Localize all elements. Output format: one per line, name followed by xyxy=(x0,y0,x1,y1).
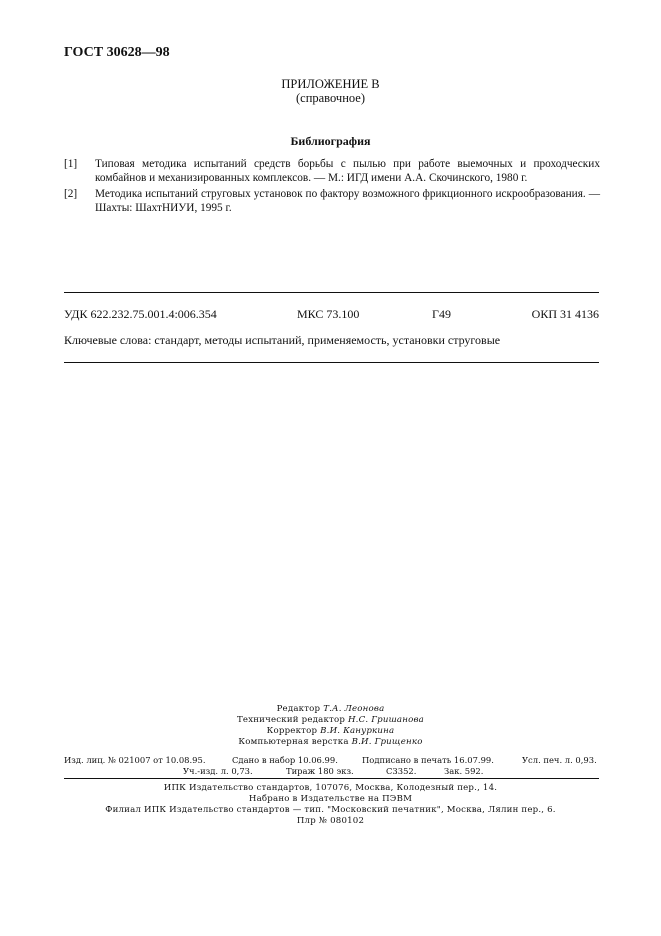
publication-circulation: Тираж 180 экз. xyxy=(286,766,354,776)
divider xyxy=(64,292,599,293)
bibliography-item-text: Типовая методика испытаний средств борьбы с пылью при работе выемочных и проходческих комбайнов и механизированных комплексов. — М.: ИГД имени А.А. Скочинского, 1980 г. xyxy=(95,158,600,184)
bibliography-item xyxy=(64,158,600,185)
bibliography-item-number: [1] xyxy=(64,158,78,170)
publisher-line: Плр № 080102 xyxy=(296,816,365,826)
divider xyxy=(64,778,599,779)
bibliography-item-number: [2] xyxy=(64,188,78,200)
appendix-heading xyxy=(0,77,661,105)
bibliography-title: Библиография xyxy=(290,134,371,148)
publisher-line: Набрано в Издательстве на ПЭВМ xyxy=(248,794,413,804)
credit-tech-editor: Технический редактор Н.С. Гришанова xyxy=(236,715,424,725)
credits-block xyxy=(0,704,661,748)
appendix-subtitle: (справочное) xyxy=(295,91,366,105)
udk-code: УДК 622.232.75.001.4:006.354 xyxy=(64,307,217,321)
publisher-line: Филиал ИПК Издательство стандартов — тип. "Московский печатник", Москва, Лялин пер., 6. xyxy=(105,805,556,815)
bibliography-item-text: Методика испытаний струговых установок по фактору возможного фрикционного искрообразования. — Шахты: ШахтНИУИ, 1995 г. xyxy=(95,188,600,214)
bibliography-item xyxy=(64,188,600,215)
mks-code: МКС 73.100 xyxy=(297,307,360,321)
publisher-line: ИПК Издательство стандартов, 107076, Москва, Колодезный пер., 14. xyxy=(163,783,498,793)
group-code: Г49 xyxy=(432,307,451,321)
appendix-title: ПРИЛОЖЕНИЕ В xyxy=(281,77,380,91)
publication-code: С3352. xyxy=(386,766,417,776)
publication-order: Зак. 592. xyxy=(444,766,484,776)
publication-print-sheets: Усл. печ. л. 0,93. xyxy=(522,755,597,765)
credit-editor: Редактор Т.А. Леонова xyxy=(276,704,385,714)
keywords: Ключевые слова: стандарт, методы испытаний, применяемость, установки струговые xyxy=(64,333,501,347)
publisher-block xyxy=(0,783,661,827)
credit-corrector: Корректор В.И. Кануркина xyxy=(266,726,395,736)
publication-sent: Сдано в набор 10.06.99. xyxy=(232,755,338,765)
document-code: ГОСТ 30628—98 xyxy=(64,45,170,60)
publication-signed: Подписано в печать 16.07.99. xyxy=(362,755,494,765)
divider xyxy=(64,362,599,363)
okp-code: ОКП 31 4136 xyxy=(531,307,599,321)
publication-edit-sheets: Уч.-изд. л. 0,73. xyxy=(183,766,253,776)
publication-license: Изд. лиц. № 021007 от 10.08.95. xyxy=(64,755,206,765)
credit-layout: Компьютерная верстка В.И. Грищенко xyxy=(238,737,423,747)
